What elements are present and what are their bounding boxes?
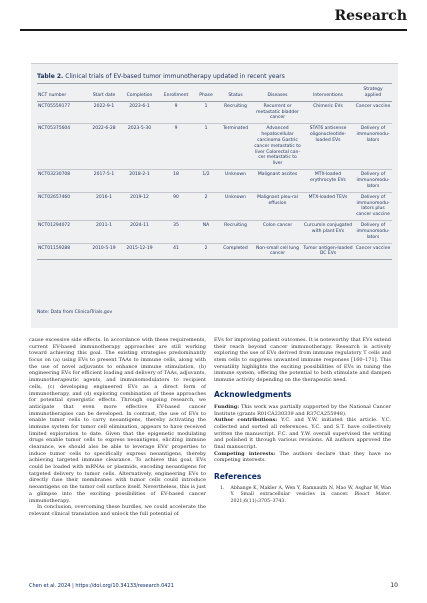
reference-tail: 2021;6(11):3705–3743. [230, 498, 286, 504]
funding-label: Funding: [214, 403, 240, 410]
col-header-enrollment: Enrollment [158, 86, 194, 101]
cell-completion: 2015-12-19 [126, 245, 153, 251]
cell-start: 2011-1 [96, 223, 112, 229]
cell-status: Recruiting [224, 223, 247, 229]
cell-completion: 2023-6-1 [129, 103, 150, 109]
table-header-row [37, 86, 392, 101]
cell-diseases: Colon cancer [262, 223, 293, 229]
left-column [29, 337, 206, 518]
contributions-label: Author contributions: [214, 417, 278, 424]
table-row [37, 170, 392, 193]
table-note: Note: Data from ClinicalTrials.gov [37, 310, 113, 315]
funding-text: This work was partially supported by the National Cancer Institute (grants R01CA230339 and R37CA255948). [214, 403, 392, 417]
cell-phase: NA [202, 223, 210, 229]
cell-strategy: Cancer vaccine [355, 245, 391, 251]
cell-nct: NCT01294072 [38, 223, 71, 229]
cell-strategy: Delivery of immunomodu-lators plus cancer vaccine [356, 194, 390, 218]
cell-start: 2016-1 [96, 194, 112, 200]
col-header-status: Status [218, 86, 253, 101]
table-row [37, 101, 392, 124]
reference-body [230, 486, 391, 505]
cell-status: Completed [223, 245, 248, 251]
cell-enrollment: 90 [173, 194, 179, 200]
body-paragraph: In conclusion, overcoming these hurdles, we could accelerate the relevant clinical translation and unlock the full potential of [29, 504, 206, 517]
cell-phase: 1/2 [202, 172, 210, 178]
col-header-phase: Phase [194, 86, 218, 101]
col-header-strategy: Strategy applied [354, 86, 392, 101]
cell-phase: 1 [204, 126, 208, 132]
cell-interventions: STAT6 antisense oligonucleotide-loaded EVs [309, 126, 347, 143]
cell-phase: 2 [204, 194, 208, 200]
header-rule [20, 29, 407, 31]
cell-status: Terminated [222, 126, 249, 132]
cell-strategy: Delivery of immunomodu-lators [356, 223, 390, 240]
clinical-trials-table [37, 86, 392, 260]
footer-citation[interactable]: Chen et al. 2024 | https://doi.org/10.34133/research.0421 [29, 583, 174, 589]
reference-number: 1. [220, 486, 225, 492]
cell-start: 2022-6-28 [92, 126, 116, 132]
table-caption-text: Clinical trials of EV-based tumor immunotherapy updated in recent years [65, 73, 285, 80]
cell-completion: 2018-2-1 [129, 172, 150, 178]
cell-diseases: Advanced hepatocellular carcinoma Gastric cancer metastatic to liver Colorectal can-cer metastatic to liver [254, 126, 301, 167]
cell-enrollment: 18 [173, 172, 179, 178]
cell-phase: 2 [204, 245, 208, 251]
reference-journal: Bioact Mater. [354, 492, 391, 498]
col-header-completion: Completion [121, 86, 158, 101]
cell-nct: NCT02657460 [38, 194, 71, 200]
table-row [37, 124, 392, 170]
table-caption-label: Table 2. [37, 73, 64, 80]
cell-strategy: Delivery of immunomodu-lators [356, 172, 390, 189]
funding-statement [214, 404, 391, 417]
cell-strategy: Cancer vaccine [355, 103, 391, 109]
cell-diseases: Recurrent or metastatic bladder cancer [256, 103, 299, 121]
col-header-nct: NCT number [37, 86, 87, 101]
reference-item [214, 486, 391, 505]
cell-diseases: Malignant pleu-ral effusion [257, 194, 298, 206]
cell-enrollment: 41 [173, 245, 179, 251]
cell-diseases: Malignant ascites [257, 172, 298, 178]
reference-text: Abhange K, Makler A, Wen Y, Ramnauth N, Mao W, Asghar W, Wan Y. Small extracellular vesicles in cancer. [230, 486, 391, 498]
cell-status: Unknown [225, 172, 246, 178]
competing-text: The authors declare that they have no competing interests. [214, 450, 391, 464]
competing-label: Competing interests: [214, 450, 276, 457]
cell-interventions: Curcumin conjugated with plant EVs [303, 223, 353, 234]
cell-completion: 2023-5-30 [127, 126, 152, 132]
cell-completion: 2019-12 [130, 194, 149, 200]
page-number: 10 [390, 582, 398, 589]
cell-start: 2010-5-19 [92, 245, 116, 251]
cell-diseases: Non-small cell lung cancer [256, 245, 299, 257]
cell-interventions: Chimeric EVs [313, 103, 343, 109]
table-row [37, 192, 392, 220]
running-head: Research [334, 8, 407, 24]
cell-nct: NCT05375604 [38, 126, 71, 132]
table-row [37, 221, 392, 244]
cell-interventions: MTX-loaded TEVs [308, 194, 348, 200]
contributions-text: Y.C. and Y.W. initiated this article. Y.C. collected and sorted all references. Y.C. and S.T. have collectively written the manuscript. F.C. and Y.W. overall supervised the writing and polished it through various revisions. All authors approved the final manuscript. [214, 417, 391, 450]
col-header-diseases: Diseases [253, 86, 302, 101]
table-top-rule [37, 83, 392, 84]
cell-interventions: MTX-loaded erythrocyte EVs [310, 172, 346, 183]
cell-start: 2017-5-1 [93, 172, 115, 178]
cell-completion: 2024-11 [130, 223, 149, 229]
cell-nct: NCT05559177 [38, 103, 71, 109]
cell-nct: NCT03230708 [38, 172, 71, 178]
right-column [214, 337, 391, 505]
cell-enrollment: 35 [173, 223, 179, 229]
cell-phase: 1 [204, 103, 208, 109]
body-paragraph: cause excessive side effects. In accordance with these requirements, current EV-based immunotherapy approaches are still working toward achieving this goal. The existing strategies predominantly focus on (a) using EVs to present TAAs to immune cells, along with the use of novel adjuvants to enhance immune stimulation, (b) engineering EVs for efficient loading and delivery of TAAs, adjuvants, immunotherapeutic agents, and immunomodulators to recipient cells, (c) developing engineered EVs as a direct form of immunotherapy, and (d) exploring combination of these approaches for potential synergistic effects. Through ongoing research, we anticipate that even more effective EV-based cancer immunotherapies can be developed. In contrast, the use of EVs to enable tumor cells to carry neoantigens, thereby activating the immune system for tumor cell elimination, appears to have received limited exploration to date. Given that the epigenetic modulating drugs enable tumor cells to express neoantigens, eliciting immune clearance, we should also be able to leverage EVs' properties to induce tumor cells to specifically express neoantigens, thereby achieving targeted immune clearance. To achieve this goal, EVs could be loaded with mRNAs or plasmids, encoding neoantigens for targeted delivery to tumor cells. Alternatively, engineering EVs to directly fuse their membranes with tumor cells could introduce neoantigens on the tumor cell surface itself. Nevertheless, this is just a glimpse into the exciting possibilities of EV-based cancer immunotherapy. [29, 337, 206, 504]
competing-interests [214, 451, 391, 464]
references-heading: References [214, 472, 262, 482]
cell-status: Unknown [225, 194, 246, 200]
cell-enrollment: 9 [174, 103, 178, 109]
cell-enrollment: 9 [174, 126, 178, 132]
body-paragraph: EVs for improving patient outcomes. It is noteworthy that EVs extend their reach beyond cancer immunotherapy. Research is actively exploring the use of EVs derived from immune regulatory T cells and stem cells to suppress unwanted immune responses [160–171]. This versatility highlights the exciting possibilities of EVs in tuning the immune system, offering the potential to both stimulate and dampen immune activity depending on the therapeutic need. [214, 337, 391, 384]
col-header-interventions: Interventions [302, 86, 354, 101]
table-panel [31, 63, 398, 328]
cell-start: 2022-9-1 [93, 103, 115, 109]
acknowledgments-heading: Acknowledgments [214, 389, 292, 399]
col-header-start: Start date [87, 86, 121, 101]
cell-strategy: Delivery of immunomodu-lators [356, 126, 390, 143]
cell-interventions: Tumor antigen-loaded DC EVs [303, 245, 353, 257]
author-contributions [214, 417, 391, 450]
table-caption [37, 73, 285, 80]
cell-nct: NCT01159288 [38, 245, 71, 251]
table-row [37, 243, 392, 260]
cell-status: Recruiting [224, 103, 247, 109]
